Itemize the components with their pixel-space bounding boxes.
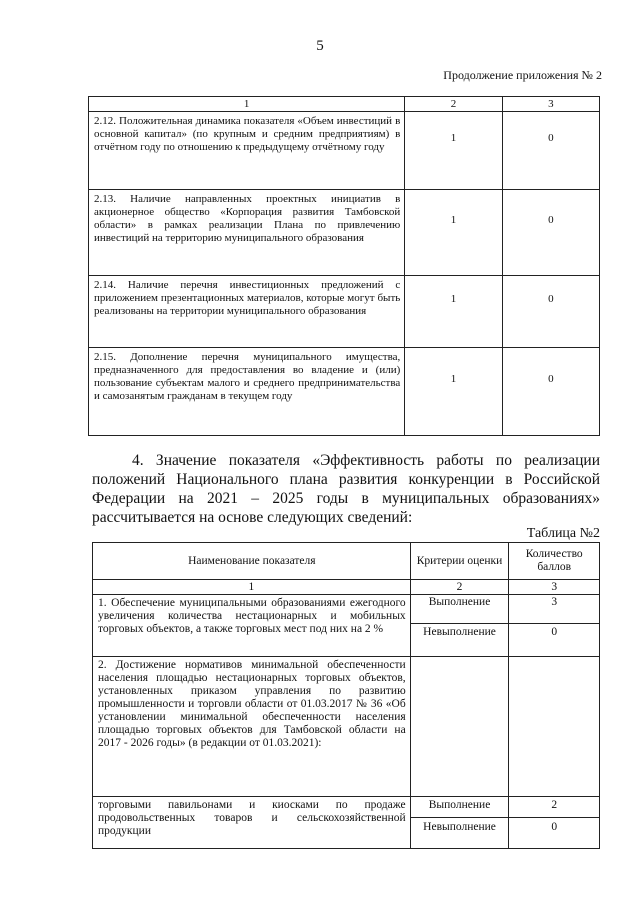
table-row [89,112,600,190]
indicator-text: 1. Обеспечение муниципальными образованиями ежегодного увеличения количества нестационарных и мобильных торговых объектов, а также торговых мест под них на 2 % [93,595,411,657]
score-yes: 1 [405,276,502,348]
header-cell: 3 [502,97,599,112]
indicator-text: торговыми павильонами и киосками по продаже продовольственных товаров и сельскохозяйственной продукции [93,797,411,849]
score-no: 0 [502,348,599,436]
score-no: 0 [502,190,599,276]
indicator-text: 2.12. Положительная динамика показателя «Объем инвестиций в основной капитал» (по крупным и средним предприятиям) в отчётном году по отношению к предыдущему отчётному году [89,112,405,190]
number-cell: 1 [93,580,411,595]
criteria-yes: Выполнение [428,799,491,811]
table-row [89,276,600,348]
points-cell-empty [509,657,600,797]
points-cell [509,595,600,657]
points-cell [509,797,600,849]
points-yes: 3 [551,596,558,608]
criteria-no: Невыполнение [411,623,509,642]
header-criteria: Критерии оценки [410,543,509,580]
score-no: 0 [502,276,599,348]
header-points: Количество баллов [509,543,600,580]
indicator-text: 2.15. Дополнение перечня муниципального имущества, предназначенного для предоставления во владение и (или) пользование субъектам малого и среднего предпринимательства и самозанятым гражданам в текущем году [89,348,405,436]
points-no: 0 [509,817,599,840]
table-row [89,348,600,436]
header-cell: 1 [89,97,405,112]
points-no: 0 [509,623,599,642]
score-yes: 1 [405,112,502,190]
indicator-text: 2.14. Наличие перечня инвестиционных предложений с приложением презентационных материалов, которые могут быть реализованы на территории муниципального образования [89,276,405,348]
points-yes: 2 [551,799,558,811]
continuation-label: Продолжение приложения № 2 [443,68,602,82]
table-row [93,595,600,657]
indicator-text: 2. Достижение нормативов минимальной обеспеченности населения площадью нестационарных торговых объектов, установленных приказом управления по развитию промышленности и торговли области от 01.03.2017 № 36 «Об установлении минимальной обеспеченности населения площадью торговых объектов для Тамбовской области на 2017 - 2026 годы» (в редакции от 01.03.2021): [93,657,411,797]
table-row [93,797,600,849]
table-header-row [89,97,600,112]
criteria-cell-empty [410,657,509,797]
criteria-table-continued [88,96,600,436]
number-cell: 2 [410,580,509,595]
page-number: 5 [316,38,324,54]
table-number-row [93,580,600,595]
paragraph-text: 4. Значение показателя «Эффективность работы по реализации положений Национального плана развития конкуренции в Российской Федерации на 2021 – 2025 годы в муниципальных образованиях» рассчитывается на основе следующих сведений: [92,452,600,526]
competition-criteria-table [92,542,600,849]
header-cell: 2 [405,97,502,112]
table-row [89,190,600,276]
header-name: Наименование показателя [93,543,411,580]
score-yes: 1 [405,348,502,436]
table-header-row [93,543,600,580]
number-cell: 3 [509,580,600,595]
criteria-cell [410,595,509,657]
score-yes: 1 [405,190,502,276]
criteria-yes: Выполнение [428,596,491,608]
table-caption: Таблица №2 [526,526,600,541]
criteria-no: Невыполнение [411,817,509,840]
indicator-text: 2.13. Наличие направленных проектных инициатив в акционерное общество «Корпорация развития Тамбовской области» в рамках реализации Плана по привлечению инвестиций на территорию муниципального образования [89,190,405,276]
table-row [93,657,600,797]
score-no: 0 [502,112,599,190]
criteria-cell [410,797,509,849]
section-4-paragraph [92,451,600,527]
